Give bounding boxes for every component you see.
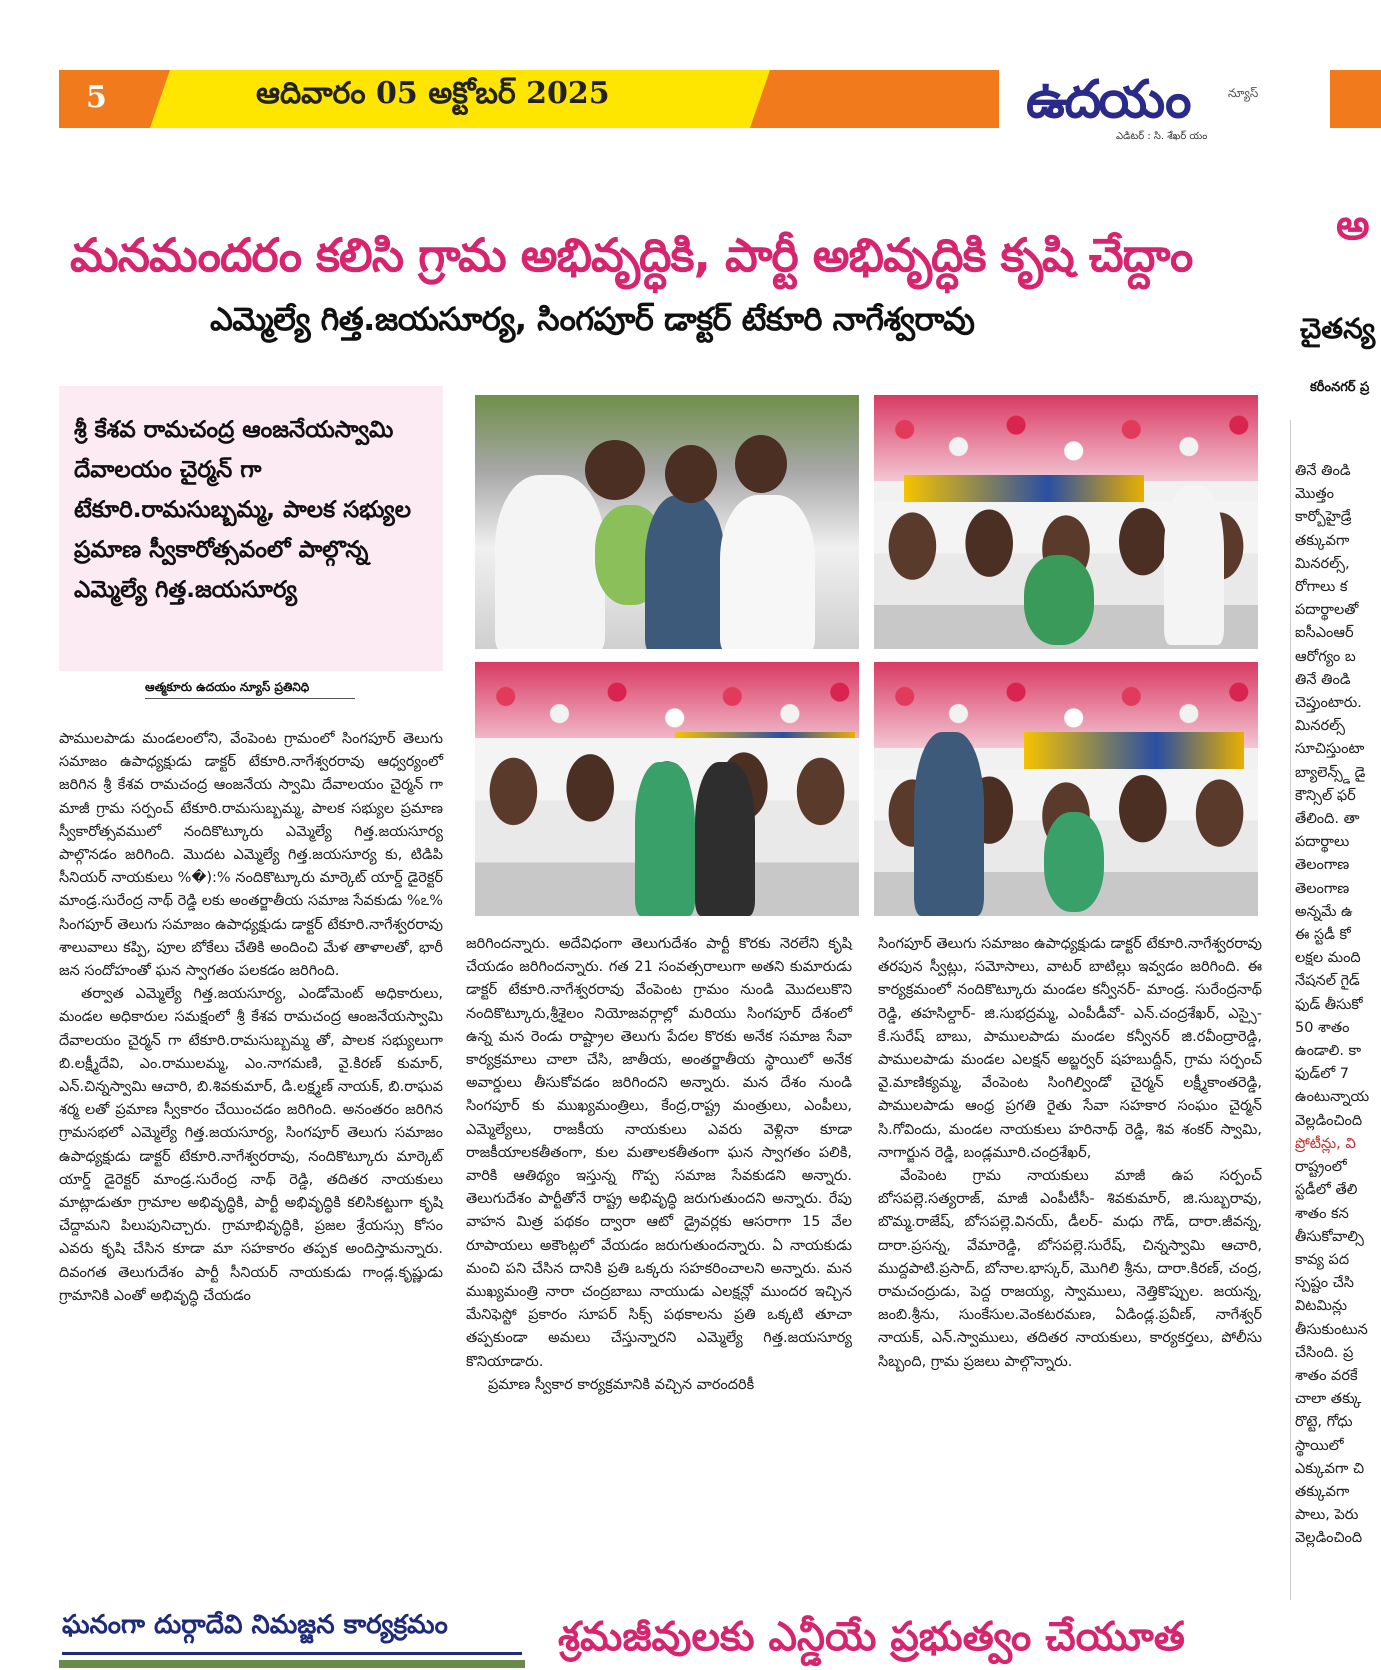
next-page-band bbox=[1330, 70, 1381, 128]
right-article-subheadline: చైతన్య bbox=[1300, 312, 1376, 345]
column-3-paragraph-2: వేంపెంట గ్రామ నాయకులు మాజీ ఉప సర్పంచ్ బోసపల్లె.సత్యరాజ్, మాజీ ఎంపీటీసీ- శివకుమార్, జి.సుబ్బరావు, బొమ్మ.రాజేష్, బోసపల్లె.వినయ్, డీలర్- మధు గౌడ్, దారా.జీవన్న, దారా.ప్రసన్న, వేమారెడ్డి, బోసపల్లె.సురేష్, చిన్నస్వామి ఆచారి, ముద్దపాటి.ప్రసాద్, బోనాల.భాస్కర్, మొగిలి శ్రీను, దారా.కిరణ్, చంద్ర, రామచంద్రుడు, పెద్ద రాజయ్య, స్వాములు, నెత్తికొప్పుల. జయన్న, జంబి.శ్రీను, సుంకేసుల.వెంకటరమణ, ఏడిండ్ల.ప్రవీణ్, నాగేశ్వర్ నాయక్, ఎన్.స్వాములు, తదితర నాయకులు, కార్యకర్తలు, పోలీసు సిబ్బంది, గ్రామ ప్రజలు పాల్గొన్నారు. bbox=[878, 1168, 1262, 1370]
garland-welcome-photo bbox=[475, 395, 859, 649]
column-divider bbox=[1290, 420, 1291, 1600]
issue-date: ఆదివారం 05 అక్టోబర్ 2025 bbox=[256, 76, 610, 111]
byline: ఆత్మకూరు ఉదయం న్యూస్ ప్రతినిధి bbox=[145, 680, 310, 694]
right-column-line: కౌన్సిల్ ఫర్ bbox=[1295, 787, 1356, 804]
right-column-line: సూచిస్తుంటా bbox=[1295, 741, 1365, 758]
right-article-headline: అ bbox=[1336, 200, 1370, 249]
right-column-line: రోగాలు క bbox=[1295, 579, 1348, 596]
durga-immersion-photo bbox=[59, 1660, 525, 1668]
right-column-line: ఈ స్టడీ కో bbox=[1295, 927, 1351, 944]
audience-speaker-photo bbox=[874, 662, 1258, 916]
logo-suffix: న్యూస్ bbox=[1228, 86, 1259, 100]
right-column-line: కార్బోహైడ్రే bbox=[1295, 509, 1352, 526]
editor-line: ఎడిటర్ : సి. శేఖర్ యం bbox=[1116, 131, 1208, 142]
group-honour-photo bbox=[475, 662, 859, 916]
durga-immersion-headline: ఘనంగా దుర్గాదేవి నిమజ్జన కార్యక్రమం bbox=[62, 1610, 448, 1640]
right-column-line: తెలంగాణ bbox=[1295, 857, 1350, 874]
article-column-3 bbox=[878, 933, 1262, 1374]
right-column-line: తీసుకుంటున bbox=[1295, 1321, 1368, 1338]
right-column-line: 50 శాతం bbox=[1295, 1019, 1350, 1036]
right-column-line: తీసుకోవాల్సి bbox=[1295, 1228, 1364, 1245]
right-column-line: లక్షల మంది bbox=[1295, 950, 1361, 967]
masthead-logo bbox=[1026, 62, 1296, 142]
right-column-line: వెల్లడించింది bbox=[1295, 1112, 1363, 1129]
right-column-line: స్పష్టం చేసి bbox=[1295, 1275, 1354, 1292]
right-article-text bbox=[1295, 460, 1381, 1551]
article-column-1 bbox=[59, 728, 443, 1308]
right-column-line: ఉంటున్నాయ bbox=[1295, 1089, 1370, 1106]
right-column-line: చాలా తక్కు bbox=[1295, 1391, 1362, 1408]
right-column-line: తేలింది. తా bbox=[1295, 811, 1360, 828]
right-column-line: ఎక్కువగా చి bbox=[1295, 1460, 1365, 1477]
right-column-line: స్థాయిలో bbox=[1295, 1437, 1344, 1454]
right-column-line: పదార్థాలు bbox=[1295, 834, 1350, 851]
right-column-line: తెలంగాణ bbox=[1295, 880, 1350, 897]
right-article-dateline: కరీంనగర్ ప్ర bbox=[1310, 380, 1370, 395]
nda-support-headline: శ్రమజీవులకు ఎన్డీయే ప్రభుత్వం చేయూత bbox=[558, 1614, 1185, 1660]
right-column-line: మినరల్స్, bbox=[1295, 555, 1350, 572]
highlight-text: శ్రీ కేశవ రామచంద్ర ఆంజనేయస్వామి దేవాలయం చైర్మన్ గా టేకూరి.రామసుబ్బమ్మ, పాలక సభ్యుల ప్రమాణ స్వీకారోత్సవంలో పాల్గొన్న ఎమ్మెల్యే గిత్త.జయసూర్య bbox=[74, 417, 412, 603]
right-column-line: వెల్లడించింది bbox=[1295, 1530, 1363, 1547]
right-column-subheading: ప్రోటీన్లు, వి bbox=[1295, 1135, 1356, 1152]
stage-speech-photo bbox=[874, 395, 1258, 649]
right-column-line: చేసింది. ప్ర bbox=[1295, 1344, 1354, 1361]
right-column-line: బ్యాలెన్స్డ్ డై bbox=[1295, 764, 1366, 781]
right-column-line: పాలు, పెరు bbox=[1295, 1507, 1359, 1524]
column-2-paragraph-2: ప్రమాణ స్వీకార కార్యక్రమానికి వచ్చిన వారందరికీ bbox=[488, 1376, 755, 1393]
right-column-line: నేషనల్ గైడ్ bbox=[1295, 973, 1360, 990]
right-column-line: అన్నమే ఉ bbox=[1295, 903, 1353, 920]
right-column-line: ఐసీఎంఆర్ bbox=[1295, 625, 1354, 642]
right-column-line: రాష్ట్రంలో bbox=[1295, 1159, 1347, 1176]
right-column-line: మినరల్స్ bbox=[1295, 718, 1345, 735]
right-column-line: ఫుడ్‌లో 7 bbox=[1295, 1066, 1349, 1083]
right-column-line: శాతం కన bbox=[1295, 1205, 1349, 1222]
right-column-line: కావ్య పద bbox=[1295, 1251, 1350, 1268]
right-column-line: ఆరోగ్యం బ bbox=[1295, 648, 1356, 665]
article-subheadline: ఎమ్మెల్యే గిత్త.జయసూర్య, సింగపూర్ డాక్టర్ టేకూరి నాగేశ్వరావు bbox=[210, 300, 975, 338]
right-column-line: రొట్టె, గోధు bbox=[1295, 1414, 1353, 1431]
logo-text: ఉదయం bbox=[1026, 70, 1189, 130]
right-column-line: తినే తిండి bbox=[1295, 671, 1351, 688]
byline-rule bbox=[145, 698, 355, 699]
page-number: 5 bbox=[86, 80, 107, 115]
right-column-line: తక్కువగా bbox=[1295, 1483, 1350, 1500]
column-1-paragraph-1: పాములపాడు మండలంలోని, వేంపెంట గ్రామంలో సింగపూర్ తెలుగు సమాజం ఉపాధ్యక్షుడు డాక్టర్ టేకూరి.నాగేశ్వరరావు ఆధ్వర్యంలో జరిగిన శ్రీ కేశవ రామచంద్ర ఆంజనేయ స్వామి దేవాలయం చైర్మన్ గా మాజీ గ్రామ సర్పంచ్ టేకూరి.రామసుబ్బమ్మ, పాలక సభ్యుల ప్రమాణ స్వీకారోత్సవములో నందికొట్కూరు ఎమ్మెల్యే గిత్త.జయసూర్య పాల్గొనడం జరిగింది. మొదట ఎమ్మెల్యే గిత్త.జయసూర్య కు, టిడిపి సీనియర్ నాయకులు %�):% నందికొట్కూరు మార్కెట్ యార్డ్ డైరెక్టర్ మాండ్ర.సురేంద్ర నాథ్ రెడ్డి లకు అంతర్జాతీయ సమాజ సేవకుడు %ఽ% సింగపూర్ తెలుగు సమాజం ఉపాధ్యక్షుడు డాక్టర్ టేకూరి.నాగేశ్వరరావు శాలువాలు కప్పి, పూల బోకేలు చేతికి అందించి మేళ తాళాలతో, భారీ జన సందోహంతో ఘన స్వాగతం పలకడం జరిగింది. bbox=[59, 731, 443, 980]
right-column-line: శాతం వరకే bbox=[1295, 1367, 1358, 1384]
column-2-paragraph-1: జరిగిందన్నారు. అదేవిధంగా తెలుగుదేశం పార్టీ కొరకు నెరలేని కృషి చేయడం జరిగిందన్నారు. గత 21 సంవత్సరాలుగా అతని కుమారుడు డాక్టర్ టేకూరి.నాగేశ్వరరావు వేంపెంట గ్రామం నుండి మొదలుకొని నందికొట్కూరు,శ్రీశైలం నియోజవర్గాల్లో మరియు సింగపూర్ దేశంలో ఉన్న మన రెండు రాష్ట్రాల తెలుగు పేదల కొరకు అనేక సమాజ సేవా కార్యక్రమాలు చాలా చేసి, జాతీయ, అంతర్జాతీయ స్థాయిలో అనేక అవార్డులు తీసుకోవడం జరిగిందని అన్నారు. మన దేశం నుండి సింగపూర్ కు ముఖ్యమంత్రిలు, కేంద్ర,రాష్ట్ర మంత్రులు, ఎంపీలు, ఎమ్మెల్యేలు, రాజకీయ నాయకులు ఎవరు వెళ్లినా కూడా రాజకీయాలకతీతంగా, కుల మతాలకతీతంగా ఘన స్వాగతం పలికి, వారికి ఆతిథ్యం ఇస్తున్న గొప్ప సమాజ సేవకుడని అన్నారు. తెలుగుదేశం పార్టీతోనే రాష్ట్ర అభివృద్ధి జరుగుతుందని అన్నారు. రేపు వాహన మిత్ర పథకం ద్వారా ఆటో డ్రైవర్లకు ఆసరాగా 15 వేల రూపాయలు అకౌంట్లలో వేయడం జరుగుతుందన్నారు. ఏ నాయకుడు మంచి పని చేసిన దానికి ప్రతి ఒక్కరు సహకరించాలని అన్నారు. మన ముఖ్యమంత్రి నారా చంద్రబాబు నాయుడు ఎలక్షన్లో ముందర ఇచ్చిన మేనిఫెస్టో ప్రకారం సూపర్ సిక్స్ పథకాలను ప్రతి ఒక్కటి తూచా తప్పకుండా అమలు చేస్తున్నారని ఎమ్మెల్యే గిత్త.జయసూర్య కొనియాడారు. bbox=[466, 936, 852, 1370]
right-column-line: విటమిన్లు bbox=[1295, 1298, 1348, 1315]
column-3-paragraph-1: సింగపూర్ తెలుగు సమాజం ఉపాధ్యక్షుడు డాక్టర్ టేకూరి.నాగేశ్వరరావు తరపున స్వీట్లు, సమోసాలు, వాటర్ బాటిల్లు ఇవ్వడం జరిగింది. ఈ కార్యక్రమంలో నందికొట్కూరు మండల కన్వీనర్- మాండ్ర. సురేంద్రనాథ్ రెడ్డి, తహసిల్దార్- జి.సుభద్రమ్మ, ఎంపీడీవో- ఎన్.చంద్రశేఖర్, ఎస్సై- కే.సురేష్ బాబు, పాములపాడు మండల కన్వీనర్ జి.రవీంద్రారెడ్డి, పాములపాడు మండల ఎలక్షన్ అబ్జర్వర్ షహబుద్దీన్, గ్రామ సర్పంచ్ వై.మాణిక్యమ్మ, వేంపెంట సింగిల్విండో చైర్మన్ లక్ష్మీకాంతరెడ్డి, పాములపాడు ఆంధ్ర ప్రగతి రైతు సేవా సహకార సంఘం చైర్మన్ సి.గోవిందు, మండల నాయకులు హరినాథ్ రెడ్డి, శివ శంకర్ స్వామి, నాగార్జున రెడ్డి, బండ్లమూరి.చంద్రశేఖర్, bbox=[878, 936, 1262, 1161]
column-1-paragraph-2: తర్వాత ఎమ్మెల్యే గిత్త.జయసూర్య, ఎండోమెంట్ అధికారులు, మండల అధికారుల సమక్షంలో శ్రీ కేశవ రామచంద్ర ఆంజనేయస్వామి దేవాలయం చైర్మన్ గా టేకూరి.రామసుబ్బమ్మ తో, పాలక సభ్యులుగా బి.లక్ష్మీదేవి, ఎం.రాములమ్మ, ఎం.నాగమణి, వై.కిరణ్ కుమార్, ఎన్.చిన్నస్వామి ఆచారి, బి.శివకుమార్, డి.లక్ష్మణ్ నాయక్, బి.రాఘవ శర్మ లతో ప్రమాణ స్వీకారం చేయించడం జరిగింది. అనంతరం జరిగిన గ్రామసభలో ఎమ్మెల్యే గిత్త.జయసూర్య, సింగపూర్ తెలుగు సమాజం ఉపాధ్యక్షుడు డాక్టర్ టేకూరి.నాగేశ్వరరావు, నందికొట్కూరు మార్కెట్ యార్డ్ డైరెక్టర్ మాండ్ర.సురేంద్ర నాథ్ రెడ్డి, తదితర నాయకులు మాట్లాడుతూ గ్రామాల అభివృద్ధికి, పార్టీ అభివృద్ధికి కలిసికట్టుగా కృషి చేద్దామని పిలుపునిచ్చారు. గ్రామాభివృద్ధికి, ప్రజల శ్రేయస్సు కోసం ఎవరు కృషి చేసిన కూడా మా సహకారం తప్పక అందిస్తామన్నారు. దివంగత తెలుగుదేశం పార్టీ సీనియర్ నాయకుడు గాండ్ల.కృష్ణుడు గ్రామానికి ఎంతో అభివృద్ధి చేయడం bbox=[59, 986, 443, 1304]
right-column-line: తక్కువగా bbox=[1295, 532, 1350, 549]
article-headline: మనమందరం కలిసి గ్రామ అభివృద్ధికి, పార్టీ అభివృద్ధికి కృషి చేద్దాం bbox=[70, 228, 1193, 282]
durga-headline-rule bbox=[62, 1652, 522, 1655]
right-column-line: తినే తిండి bbox=[1295, 463, 1351, 479]
right-column-line: ఉండాలి. కా bbox=[1295, 1043, 1362, 1060]
article-column-2 bbox=[466, 933, 852, 1397]
right-column-line: పదార్థాలతో bbox=[1295, 602, 1359, 619]
right-column-line: మొత్తం bbox=[1295, 486, 1334, 503]
right-column-line: స్టడీలో తేలి bbox=[1295, 1182, 1358, 1199]
right-column-line: చెప్తుంటారు. bbox=[1295, 695, 1362, 712]
right-column-line: ఫుడ్ తీసుకో bbox=[1295, 996, 1363, 1013]
